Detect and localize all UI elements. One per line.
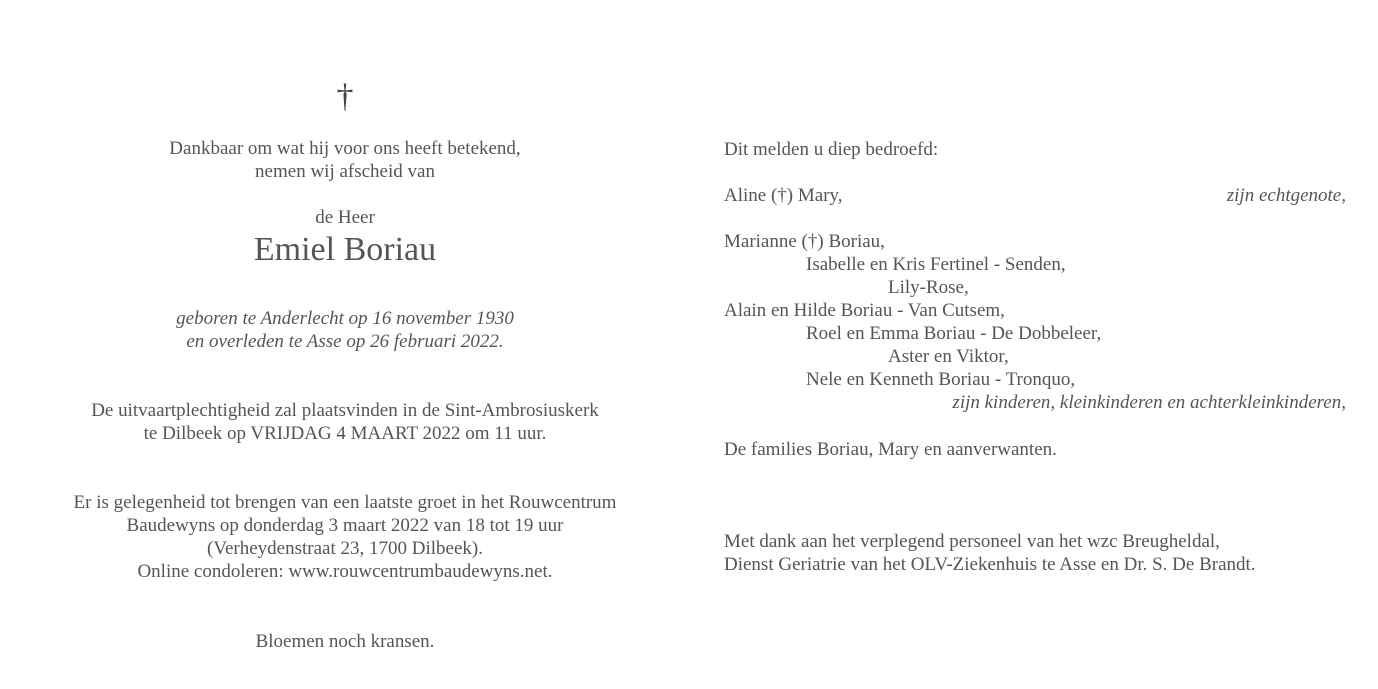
deceased-name: Emiel Boriau — [253, 231, 437, 268]
birth-line: geboren te Anderlecht op 16 november 1930 — [176, 308, 514, 329]
spouse-name: Aline (†) Mary, — [724, 185, 843, 206]
funeral-line-1: De uitvaartplechtigheid zal plaatsvinden in de Sint-Ambrosiuskerk — [91, 400, 599, 421]
family-line: Isabelle en Kris Fertinel - Senden, — [806, 254, 1066, 275]
family-line: Lily-Rose, — [888, 277, 969, 298]
funeral-line-2: te Dilbeek op VRIJDAG 4 MAART 2022 om 11 uur. — [143, 423, 547, 444]
flowers-line: Bloemen noch kransen. — [255, 631, 435, 652]
visit-line-1: Er is gelegenheid tot brengen van een laatste groet in het Rouwcentrum — [73, 492, 617, 513]
family-line: Nele en Kenneth Boriau - Tronquo, — [806, 369, 1076, 390]
title-prefix: de Heer — [315, 207, 375, 228]
families-line: De families Boriau, Mary en aanverwanten. — [724, 439, 1057, 460]
family-line: Aster en Viktor, — [888, 346, 1009, 367]
family-line: Marianne (†) Boriau, — [724, 231, 885, 252]
thanks-line-2: Dienst Geriatrie van het OLV-Ziekenhuis te Asse en Dr. S. De Brandt. — [724, 554, 1256, 575]
intro-line-2: nemen wij afscheid van — [255, 161, 435, 182]
cross-icon: † — [336, 78, 354, 115]
announce-line: Dit melden u diep bedroefd: — [724, 139, 939, 160]
death-line: en overleden te Asse op 26 februari 2022. — [186, 331, 504, 352]
children-role: zijn kinderen, kleinkinderen en achterkleinkinderen, — [952, 392, 1346, 413]
family-line: Alain en Hilde Boriau - Van Cutsem, — [724, 300, 1005, 321]
visit-line-2: Baudewyns op donderdag 3 maart 2022 van 18 tot 19 uur — [126, 515, 564, 536]
intro-line-1: Dankbaar om wat hij voor ons heeft betekend, — [169, 138, 521, 159]
visit-line-4: Online condoleren: www.rouwcentrumbaudewyns.net. — [137, 561, 553, 582]
family-line: Roel en Emma Boriau - De Dobbeleer, — [806, 323, 1102, 344]
spouse-role: zijn echtgenote, — [1226, 185, 1346, 206]
visit-line-3: (Verheydenstraat 23, 1700 Dilbeek). — [207, 538, 483, 559]
thanks-line-1: Met dank aan het verplegend personeel van het wzc Breugheldal, — [724, 531, 1220, 552]
